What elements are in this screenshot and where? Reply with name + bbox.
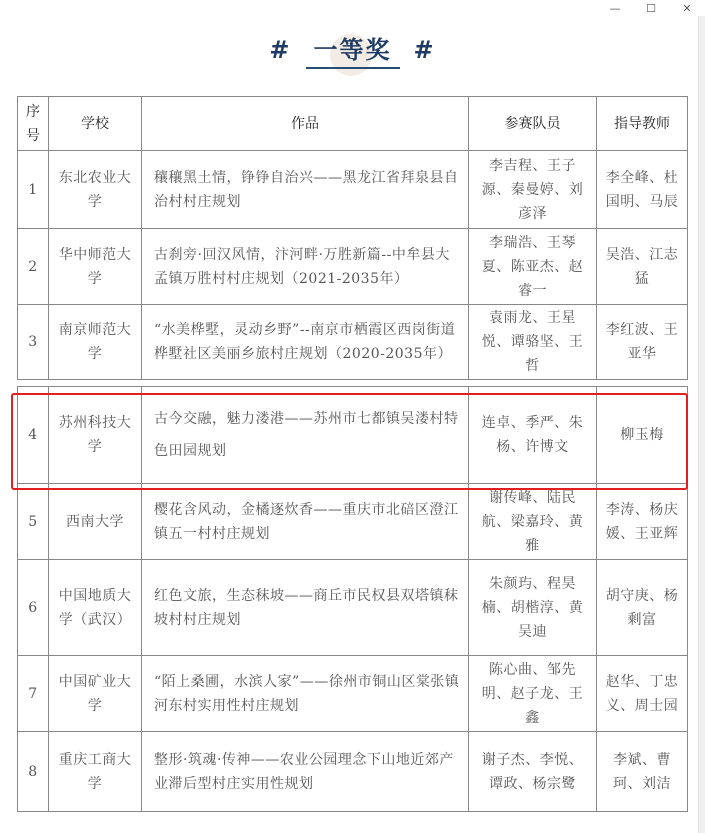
award-table: [17, 96, 688, 812]
row-work: 古刹旁·回汉风情，汴河畔·万胜新篇--中牟县大孟镇万胜村村庄规划（2021-2035年）: [142, 229, 469, 305]
row-no: 6: [18, 560, 49, 656]
row-work: 古今交融，魅力溇港——苏州市七都镇吴溇村特色田园规划: [142, 387, 469, 484]
header-work: 作品: [142, 97, 469, 151]
row-work: 整形·筑魂·传神——农业公园理念下山地近郊产业滞后型村庄实用性规划: [142, 732, 469, 812]
row-school: 华中师范大学: [49, 229, 142, 305]
row-members: 袁雨龙、王星悦、谭骆坚、王哲: [469, 305, 597, 380]
row-teachers: 李全峰、杜国明、马辰: [597, 151, 688, 229]
row-school: 重庆工商大学: [49, 732, 142, 812]
row-no: 2: [18, 229, 49, 305]
row-no: 4: [18, 387, 49, 484]
row-school: 东北农业大学: [49, 151, 142, 229]
row-work: “陌上桑圃，水滨人家”——徐州市铜山区棠张镇河东村实用性村庄规划: [142, 656, 469, 732]
table-row: [18, 656, 688, 732]
table-gap: [18, 380, 688, 387]
header-school: 学校: [49, 97, 142, 151]
row-teachers: 李涛、杨庆媛、王亚辉: [597, 484, 688, 560]
header-no: 序号: [18, 97, 49, 151]
minimize-icon[interactable]: —: [609, 1, 621, 15]
table-row: [18, 732, 688, 812]
row-work: 穰穰黑土情，铮铮自治兴——黑龙江省拜泉县自治村村庄规划: [142, 151, 469, 229]
row-no: 5: [18, 484, 49, 560]
row-teachers: 李红波、王亚华: [597, 305, 688, 380]
row-school: 中国地质大学（武汉）: [49, 560, 142, 656]
row-no: 8: [18, 732, 49, 812]
row-school: 南京师范大学: [49, 305, 142, 380]
row-teachers: 赵华、丁忠义、周士园: [597, 656, 688, 732]
title-text: 一等奖: [306, 30, 400, 69]
row-no: 1: [18, 151, 49, 229]
row-work: 樱花含风动，金橘逐炊香——重庆市北碚区澄江镇五一村村庄规划: [142, 484, 469, 560]
page-title: [0, 30, 705, 69]
maximize-icon[interactable]: ☐: [646, 1, 656, 15]
scrollbar[interactable]: [698, 16, 705, 833]
table-header-row: [18, 97, 688, 151]
row-no: 3: [18, 305, 49, 380]
row-teachers: 吴浩、江志猛: [597, 229, 688, 305]
row-school: 西南大学: [49, 484, 142, 560]
row-members: 谢子杰、李悦、谭政、杨宗鹭: [469, 732, 597, 812]
row-no: 7: [18, 656, 49, 732]
row-teachers: 胡守庚、杨剩富: [597, 560, 688, 656]
row-members: 连卓、季严、朱杨、许博文: [469, 387, 597, 484]
table-row: [18, 484, 688, 560]
row-members: 谢传峰、陆民航、梁嘉玲、黄雅: [469, 484, 597, 560]
table-row-highlighted: [18, 387, 688, 484]
row-school: 中国矿业大学: [49, 656, 142, 732]
header-teachers: 指导教师: [597, 97, 688, 151]
window-controls: [597, 0, 705, 16]
row-members: 朱颜玙、程昊楠、胡楷淳、黄吴迪: [469, 560, 597, 656]
row-teachers: 柳玉梅: [597, 387, 688, 484]
row-members: 李吉程、王子源、秦曼婷、刘彦泽: [469, 151, 597, 229]
row-teachers: 李斌、曹珂、刘洁: [597, 732, 688, 812]
row-school: 苏州科技大学: [49, 387, 142, 484]
header-members: 参赛队员: [469, 97, 597, 151]
table-row: [18, 305, 688, 380]
close-icon[interactable]: ✕: [682, 1, 692, 15]
row-members: 李瑞浩、王琴夏、陈亚杰、赵睿一: [469, 229, 597, 305]
table-row: [18, 229, 688, 305]
table-row: [18, 151, 688, 229]
title-hash-left: #: [269, 35, 292, 64]
row-work: 红色文旅，生态秣坡——商丘市民权县双塔镇秣坡村村庄规划: [142, 560, 469, 656]
table-row: [18, 560, 688, 656]
row-members: 陈心曲、邹先明、赵子龙、王鑫: [469, 656, 597, 732]
row-work: “水美桦墅，灵动乡野”--南京市栖霞区西岗街道桦墅社区美丽乡旅村庄规划（2020-2035年）: [142, 305, 469, 380]
title-hash-right: #: [413, 35, 436, 64]
